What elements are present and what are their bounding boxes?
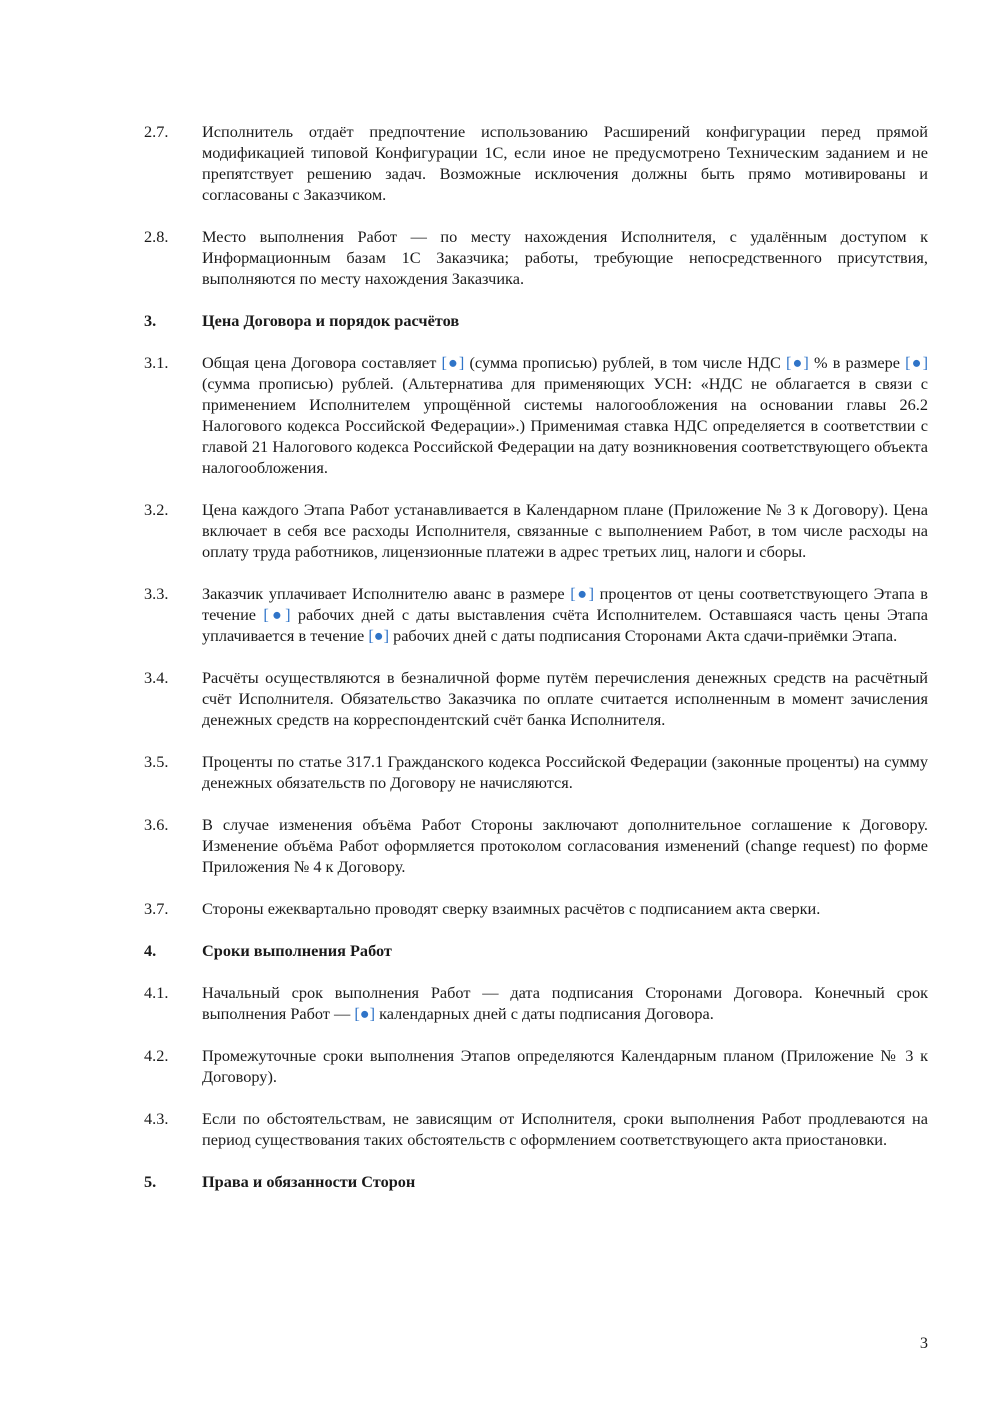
placeholder-field: [●] [786, 353, 809, 372]
clause-text-part: (сумма прописью) рублей, в том числе НДС [464, 353, 787, 372]
clause-text: Проценты по статье 317.1 Гражданского кодекса Российской Федерации (законные проценты) на сумму денежных обязательств по Договору не начисляются. [202, 752, 928, 792]
clause-text: Исполнитель отдаёт предпочтение использованию Расширений конфигурации перед прямой модификацией типовой Конфигурации 1С, если иное не предусмотрено Техническим заданием и не препятствует решению задач. Возможные исключения должны быть прямо мотивированы и согласованы с Заказчиком. [202, 122, 928, 204]
clause-3-2 [144, 499, 928, 562]
clause-number: 2.8. [144, 227, 169, 246]
clause-text: Стороны ежеквартально проводят сверку взаимных расчётов с подписанием акта сверки. [202, 899, 821, 918]
clause-2-7 [144, 121, 928, 205]
clause-4-3 [144, 1108, 928, 1150]
placeholder-field: [●] [263, 605, 291, 624]
placeholder-field: [●] [354, 1004, 376, 1023]
clause-text: Промежуточные сроки выполнения Этапов определяются Календарным планом (Приложение № 3 к Договору). [202, 1046, 928, 1086]
clause-3-6 [144, 814, 928, 877]
clause-text: Если по обстоятельствам, не зависящим от Исполнителя, сроки выполнения Работ продлеваются на период существования таких обстоятельств с оформлением соответствующего акта приостановки. [202, 1109, 928, 1149]
clause-3-1 [144, 352, 928, 478]
clause-3-7 [144, 898, 928, 919]
clause-text-part: рабочих дней с даты подписания Сторонами Акта сдачи-приёмки Этапа. [389, 626, 898, 645]
clause-text [202, 352, 928, 478]
clause-text-part: календарных дней с даты подписания Договора. [375, 1004, 714, 1023]
clause-text-part: Общая цена Договора составляет [202, 353, 442, 372]
section-title: Цена Договора и порядок расчётов [202, 311, 460, 330]
placeholder-field: [●] [570, 584, 595, 603]
section-title: Сроки выполнения Работ [202, 941, 392, 960]
section-number: 4. [144, 941, 157, 960]
clause-text-part: рабочих дней с даты выставления счёта Исполнителем. Оставшаяся часть цены Этапа уплачивается в течение [202, 605, 928, 645]
clause-number: 3.2. [144, 500, 169, 519]
section-title: Права и обязанности Сторон [202, 1172, 416, 1191]
placeholder-field: [●] [368, 626, 389, 645]
document-body [144, 121, 928, 1213]
clause-text-part: % в размере [808, 353, 906, 372]
page-number: 3 [919, 1333, 928, 1352]
clause-3-5 [144, 751, 928, 793]
clause-4-2 [144, 1045, 928, 1087]
clause-text: Цена каждого Этапа Работ устанавливается в Календарном плане (Приложение № 3 к Договору). Цена включает в себя все расходы Исполнителя, связанные с выполнением Работ, в том числе расходы на оплату труда работников, лицензионные платежи в адрес третьих лиц, налоги и сборы. [202, 500, 928, 561]
section-number: 3. [144, 311, 157, 330]
clause-3-4 [144, 667, 928, 730]
clause-text: Место выполнения Работ — по месту нахождения Исполнителя, с удалённым доступом к Информационным базам 1С Заказчика; работы, требующие непосредственного присутствия, выполняются по месту нахождения Заказчика. [202, 227, 928, 288]
clause-text-part: процентов от цены соответствующего Этапа в течение [202, 584, 928, 624]
clause-number: 3.3. [144, 584, 169, 603]
clause-text-part: Заказчик уплачивает Исполнителю аванс в размере [202, 584, 571, 603]
placeholder-field: [●] [905, 353, 929, 372]
clause-text-part: (сумма прописью) рублей. (Альтернатива для применяющих УСН: «НДС не облагается в связи с применением Исполнителем упрощённой системы налогообложения на основании главы 26.2 Налогового кодекса Российской Федерации».) Применимая ставка НДС определяется в соответствии с главой 21 Налогового кодекса Российской Федерации на дату возникновения соответствующего объекта налогообложения. [202, 374, 928, 477]
clause-number: 2.7. [144, 122, 169, 141]
clause-4-1 [144, 982, 928, 1024]
clause-text: В случае изменения объёма Работ Стороны заключают дополнительное соглашение к Договору. Изменение объёма Работ оформляется протоколом согласования изменений (change request) по форме Приложения № 4 к Договору. [202, 815, 928, 876]
clause-text [202, 583, 928, 646]
clause-3-3 [144, 583, 928, 646]
section-heading-4 [144, 940, 928, 961]
section-heading-5 [144, 1171, 928, 1192]
clause-number: 3.1. [144, 353, 169, 372]
clause-number: 3.4. [144, 668, 169, 687]
clause-2-8 [144, 226, 928, 289]
placeholder-field: [●] [441, 353, 465, 372]
clause-text: Расчёты осуществляются в безналичной форме путём перечисления денежных средств на расчётный счёт Исполнителя. Обязательство Заказчика по оплате считается исполненным в момент зачисления денежных средств на корреспондентский счёт банка Исполнителя. [202, 668, 928, 729]
clause-number: 3.6. [144, 815, 169, 834]
section-number: 5. [144, 1172, 157, 1191]
clause-text-part: Начальный срок выполнения Работ — дата подписания Сторонами Договора. Конечный срок выполнения Работ — [202, 983, 928, 1023]
section-heading-3 [144, 310, 928, 331]
clause-number: 3.7. [144, 899, 169, 918]
clause-text [202, 982, 928, 1024]
clause-number: 4.3. [144, 1109, 169, 1128]
clause-number: 4.2. [144, 1046, 169, 1065]
clause-number: 4.1. [144, 983, 169, 1002]
clause-number: 3.5. [144, 752, 169, 771]
